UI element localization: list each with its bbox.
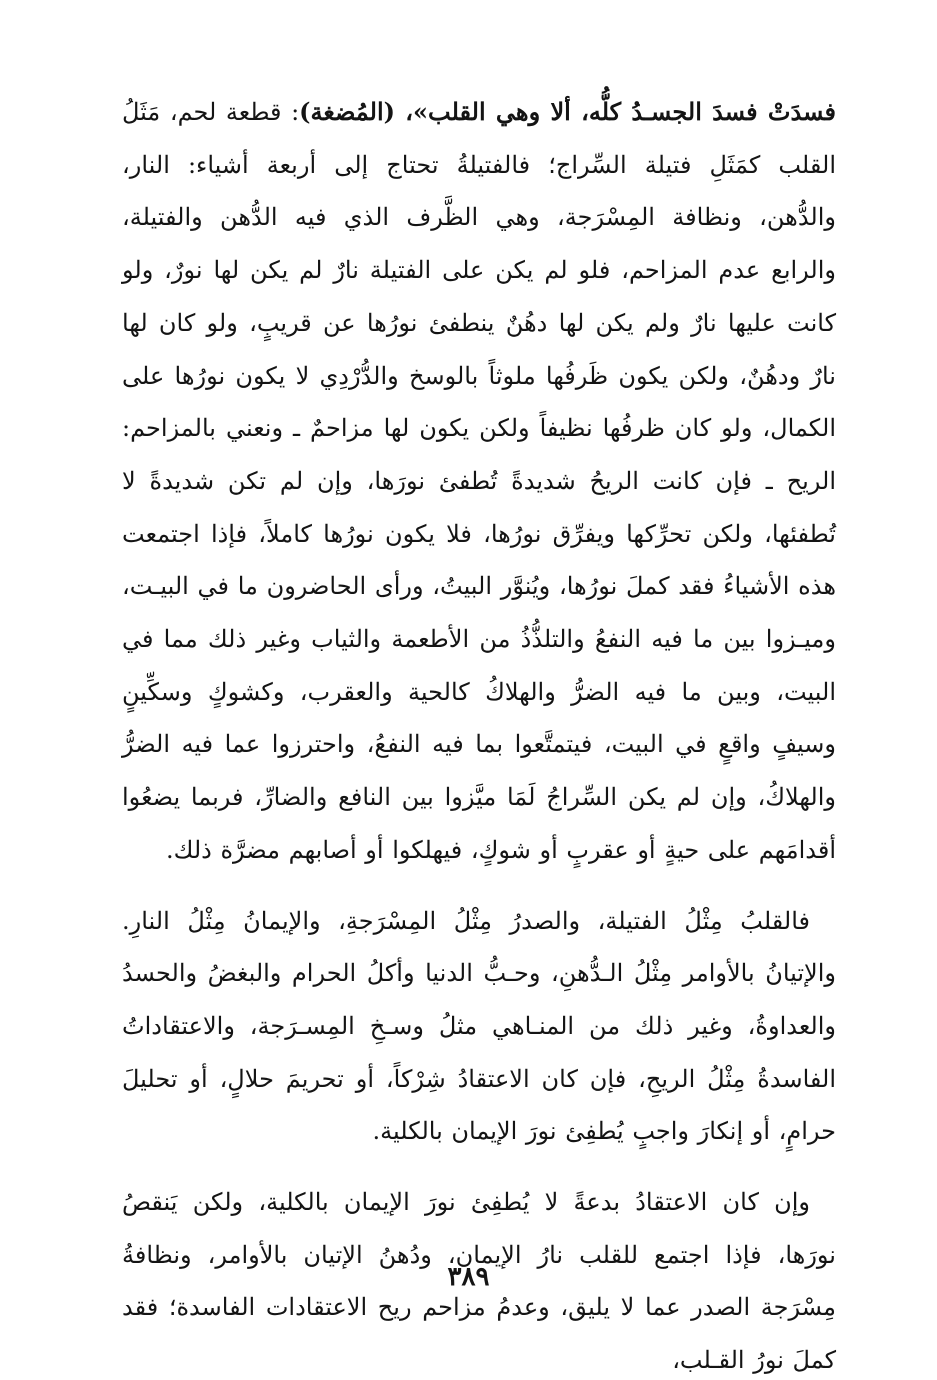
- page-number: ٣٨٩: [447, 1262, 490, 1292]
- paragraph-2: فالقلبُ مِثْلُ الفتيلة، والصدرُ مِثْلُ المِسْرَجةِ، والإيمانُ مِثْلُ النارِ. والإتيانُ بالأوامر مِثْلُ الـدُّهنِ، وحـبُّ الدنيا وأكلُ الحرام والبغضُ والحسدُ والعداوةُ، وغير ذلك من المنـاهي مثلُ وسـخِ المِسـرَجة، والاعتقاداتُ الفاسدةُ مِثْلُ الريحِ، فإن كان الاعتقادُ شِرْكاً، أو تحريمَ حلالٍ، أو تحليلَ حرامٍ، أو إنكارَ واجبٍ يُطفِئ نورَ الإيمان بالكلية.: [122, 906, 836, 1146]
- paragraph-1-text: : قطعة لحم، مَثَلُ القلب كمَثَلِ فتيلة السِّراج؛ فالفتيلةُ تحتاج إلى أربعة أشياء: النار، والدُّهن، ونظافة المِسْرَجة، وهي الظَّرف الذي فيه الدُّهن والفتيلة، والرابع عدم المزاحم، فلو لم يكن على الفتيلة نارٌ لم يكن لها نورٌ، ولو كانت عليها نارٌ ولم يكن لها دهُنٌ ينطفئ نورُها عن قريبٍ، ولو كان لها نارٌ ودهُنٌ، ولكن يكون ظَرفُها ملوثاً بالوسخ والدُّرْدِي لا يكون نورُها على الكمال، ولو كان ظرفُها نظيفاً ولكن يكون لها مزاحمٌ ـ ونعني بالمزاحم: الريح ـ فإن كانت الريحُ شديدةً تُطفئ نورَها، وإن لم تكن شديدةً لا تُطفئها، ولكن تحرِّكها ويفرِّق نورُها، فلا يكون نورُها كاملاً، فإذا اجتمعت هذه الأشياءُ فقد كملَ نورُها، ويُنوَّر البيتُ، ورأى الحاضرون ما في البيـت، وميـزوا بين ما فيه النفعُ والتلذُّذُ من الأطعمة والثياب وغير ذلك مما في البيت، وبين ما فيه الضرُّ والهلاكُ كالحية والعقرب، وكشوكٍ وسكِّينٍ وسيفٍ واقعٍ في البيت، فيتمتَّعوا بما فيه النفعُ، واحترزوا عما فيه الضرُّ والهلاكُ، وإن لم يكن السِّراجُ لَمَا ميَّزوا بين النافع والضارِّ، فربما يضعُوا أقدامَهم على حيةٍ أو عقربٍ أو شوكٍ، فيهلكوا أو أصابهم مضرَّة ذلك.: [122, 98, 836, 864]
- bold-phrase: فسدَتْ فسدَ الجسـدُ كلُّه، ألا وهي القلب»، (المُضغة): [299, 97, 836, 126]
- paragraph-3: وإن كان الاعتقادُ بدعةً لا يُطفِئ نورَ الإيمان بالكلية، ولكن يَنقصُ نورَها، فإذا اجتمع للقلب نارُ الإيمان، ودُهنُ الإتيان بالأوامر، ونظافةُ مِسْرَجة الصدر عما لا يليق، وعدمُ مزاحم ريح الاعتقادات الفاسدة؛ فقد كملَ نورُ القـلب،: [122, 1188, 836, 1375]
- body-text: [122, 86, 836, 1380]
- paragraph-1: [122, 86, 836, 877]
